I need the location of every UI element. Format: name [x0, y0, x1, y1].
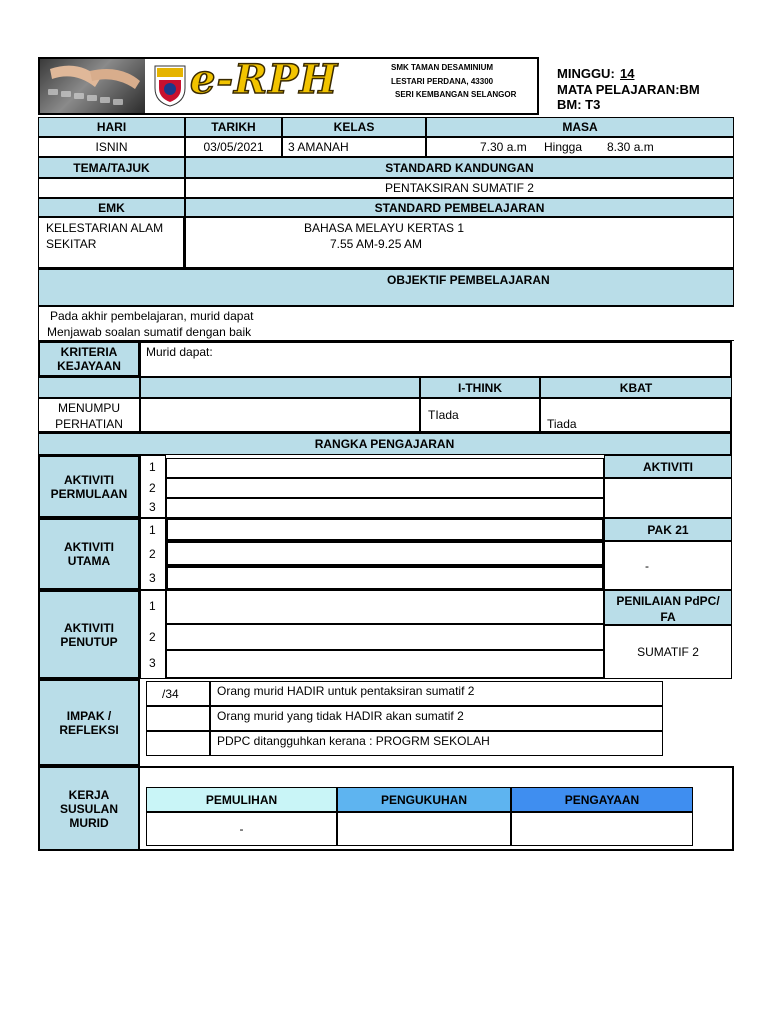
- utama-row-1[interactable]: [166, 518, 604, 541]
- pak21-text: -: [645, 559, 649, 573]
- standard-kandungan-value: PENTAKSIRAN SUMATIF 2: [185, 178, 734, 198]
- pak21-value: [604, 541, 732, 590]
- penutup-header: [38, 590, 140, 679]
- utama-line-2: UTAMA: [67, 554, 111, 568]
- masa-hingga: Hingga: [544, 140, 583, 154]
- tarikh-value: 03/05/2021: [185, 137, 282, 157]
- kriteria-line-1: KRITERIA: [60, 345, 118, 359]
- impak-count-3: [146, 731, 210, 756]
- objektif-value: [38, 306, 734, 341]
- menumpu-line-2: PERHATIAN: [55, 417, 123, 431]
- bm-label: BM: T3: [557, 97, 601, 112]
- menumpu-perhatian: [38, 398, 140, 433]
- school-address-2: SERI KEMBANGAN SELANGOR: [395, 90, 517, 99]
- masa-header: MASA: [426, 117, 734, 137]
- penutup-num-2: 2: [149, 630, 156, 644]
- school-crest-icon: [147, 62, 193, 108]
- standard-kandungan-header: STANDARD KANDUNGAN: [185, 157, 734, 178]
- emk-value: [38, 217, 185, 269]
- utama-num-2: 2: [149, 547, 156, 561]
- rangka-header: RANGKA PENGAJARAN: [38, 433, 732, 455]
- pengayaan-value: [511, 812, 693, 846]
- kriteria-value: [140, 341, 732, 377]
- hari-value: ISNIN: [38, 137, 185, 157]
- utama-header: [38, 518, 140, 590]
- ithink-blank-left: [38, 377, 140, 398]
- school-address-1: LESTARI PERDANA, 43300: [391, 77, 494, 86]
- impak-count-text: /34: [162, 687, 179, 701]
- standard-pembelajaran-value: [185, 217, 734, 269]
- pemulihan-header: PEMULIHAN: [146, 787, 337, 812]
- ithink-header: I-THINK: [420, 377, 540, 398]
- permulaan-header: [38, 455, 140, 518]
- permulaan-row-1[interactable]: [166, 458, 604, 478]
- penilaian-header: [604, 590, 732, 625]
- utama-line-1: AKTIVITI: [64, 540, 114, 554]
- penutup-row-1[interactable]: [166, 590, 604, 624]
- penilaian-line-2: FA: [660, 610, 676, 624]
- utama-row-3[interactable]: [166, 566, 604, 590]
- permulaan-row-3[interactable]: [166, 498, 604, 518]
- penilaian-line-1: PENILAIAN PdPC/: [616, 594, 720, 608]
- kriteria-line-2: KEJAYAAN: [57, 359, 121, 373]
- ithink-value: [420, 398, 540, 433]
- utama-row-2[interactable]: [166, 541, 604, 566]
- emk-line-2: SEKITAR: [46, 237, 97, 251]
- minggu-label: MINGGU:: [557, 66, 615, 81]
- pak21-header: PAK 21: [604, 518, 732, 541]
- sp-line-2: 7.55 AM-9.25 AM: [330, 237, 423, 251]
- impak-count: [146, 681, 210, 706]
- aktiviti-header: AKTIVITI: [604, 455, 732, 478]
- permulaan-num-2: 2: [149, 481, 156, 495]
- pengukuhan-header: PENGUKUHAN: [337, 787, 511, 812]
- masa-start: 7.30 a.m: [480, 140, 527, 154]
- penutup-row-2[interactable]: [166, 624, 604, 650]
- impak-row-1: [210, 681, 663, 706]
- kelas-value: [282, 137, 426, 157]
- penutup-row-3[interactable]: [166, 650, 604, 679]
- permulaan-num-3: 3: [149, 500, 156, 514]
- keyboard-image: [40, 59, 145, 113]
- aktiviti-value: [604, 478, 732, 518]
- impak-header: [38, 679, 140, 766]
- mata-pelajaran: MATA PELAJARAN:BM: [557, 82, 700, 97]
- school-name: SMK TAMAN DESAMINIUM: [391, 63, 494, 72]
- penilaian-value: SUMATIF 2: [604, 625, 732, 679]
- objektif-line-2: Menjawab soalan sumatif dengan baik: [47, 325, 252, 339]
- penutup-num-1: 1: [149, 599, 156, 613]
- pengukuhan-value: [337, 812, 511, 846]
- utama-num-1: 1: [149, 523, 156, 537]
- utama-num-3: 3: [149, 571, 156, 585]
- kerja-line-1: KERJA: [68, 787, 110, 802]
- penutup-line-2: PENUTUP: [60, 634, 118, 649]
- kbat-header: KBAT: [540, 377, 732, 398]
- emk-line-1: KELESTARIAN ALAM: [46, 221, 164, 235]
- permulaan-line-2: PERMULAAN: [50, 486, 128, 501]
- masa-end: 8.30 a.m: [607, 140, 654, 154]
- impak-line-2: REFLEKSI: [59, 722, 119, 737]
- emk-header: EMK: [38, 198, 185, 217]
- permulaan-line-1: AKTIVITI: [64, 472, 114, 487]
- kerja-susulan-header: [38, 766, 140, 851]
- permulaan-num-1: 1: [149, 460, 156, 474]
- impak-row-2: [210, 706, 663, 731]
- kbat-text: Tiada: [547, 417, 577, 431]
- ithink-blank-mid: [140, 377, 420, 398]
- kerja-line-3: MURID: [69, 815, 109, 830]
- masa-value: [426, 137, 734, 157]
- hari-header: HARI: [38, 117, 185, 137]
- kelas-text: 3 AMANAH: [288, 140, 349, 154]
- kriteria-text: Murid dapat:: [146, 345, 213, 359]
- tarikh-header: TARIKH: [185, 117, 282, 137]
- sp-line-1: BAHASA MELAYU KERTAS 1: [304, 221, 465, 235]
- erph-logo: e-RPH: [190, 56, 339, 103]
- objektif-line-1: Pada akhir pembelajaran, murid dapat: [50, 309, 254, 323]
- tema-value: [38, 178, 185, 198]
- kriteria-header: [38, 341, 140, 377]
- minggu-value: 14: [620, 66, 635, 81]
- ithink-text: TIada: [428, 408, 459, 422]
- objektif-header: [38, 269, 734, 306]
- objektif-label: OBJEKTIF PEMBELAJARAN: [387, 273, 550, 287]
- standard-pembelajaran-header: STANDARD PEMBELAJARAN: [185, 198, 734, 217]
- tema-header: TEMA/TAJUK: [38, 157, 185, 178]
- impak-count-2: [146, 706, 210, 731]
- impak-row-3: [210, 731, 663, 756]
- kelas-header: KELAS: [282, 117, 426, 137]
- penutup-num-3: 3: [149, 656, 156, 670]
- impak-line-1: IMPAK /: [66, 708, 112, 723]
- penutup-line-1: AKTIVITI: [64, 620, 114, 635]
- permulaan-row-2[interactable]: [166, 478, 604, 498]
- kerja-line-2: SUSULAN: [59, 801, 118, 816]
- impak-row-2-text: Orang murid yang tidak HADIR akan sumatif 2: [217, 709, 464, 723]
- kbat-value: [540, 398, 732, 433]
- pengayaan-header: PENGAYAAN: [511, 787, 693, 812]
- menumpu-blank: [140, 398, 420, 433]
- impak-row-3-text: PDPC ditangguhkan kerana : PROGRM SEKOLAH: [217, 734, 490, 748]
- menumpu-line-1: MENUMPU: [58, 401, 120, 415]
- pemulihan-value: -: [146, 812, 337, 846]
- impak-row-1-text: Orang murid HADIR untuk pentaksiran sumatif 2: [217, 684, 475, 698]
